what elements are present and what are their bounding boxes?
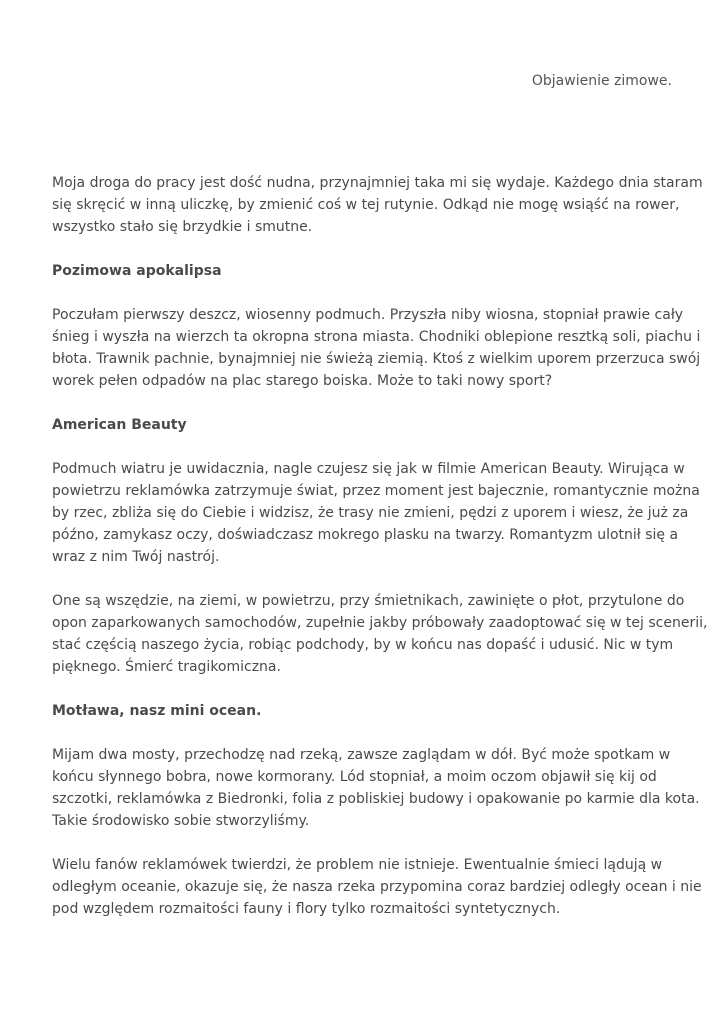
paragraph-apokalipsa <box>52 304 701 392</box>
paragraph-line: się skręcić w inną uliczkę, by zmienić coś w tej rutynie. Odkąd nie mogę wsiąść na rower, <box>52 197 680 213</box>
paragraph-line: szczotki, reklamówka z Biedronki, folia z pobliskiej budowy i opakowanie po karmie dla kota. <box>52 791 700 807</box>
paragraph-line: pięknego. Śmierć tragikomiczna. <box>52 659 281 675</box>
paragraph-line: One są wszędzie, na ziemi, w powietrzu, przy śmietnikach, zawinięte o płot, przytulone do <box>52 593 685 609</box>
paragraph-line: Podmuch wiatru je uwidacznia, nagle czujesz się jak w filmie American Beauty. Wirująca w <box>52 461 685 477</box>
paragraph-line: Poczułam pierwszy deszcz, wiosenny podmuch. Przyszła niby wiosna, stopniał prawie cały <box>52 307 684 323</box>
paragraph-line: by rzec, zbliża się do Ciebie i widzisz, że trasy nie zmieni, pędzi z uporem i wiesz, że już za <box>52 505 689 521</box>
paragraph-line: opon zaparkowanych samochodów, zupełnie jakby próbowały zaadoptować się w tej scenerii, <box>52 615 708 631</box>
section-heading-motlawa: Motława, nasz mini ocean. <box>52 703 262 719</box>
section-heading-pozimowa-apokalipsa: Pozimowa apokalipsa <box>52 263 222 279</box>
paragraph-mijam-dwa-mosty <box>52 744 700 832</box>
paragraph-line: pod względem rozmaitości fauny i flory tylko rozmaitości syntetycznych. <box>52 901 561 917</box>
paragraph-one-sa-wszedzie <box>52 590 708 678</box>
paragraph-line: późno, zamykasz oczy, doświadczasz mokrego plasku na twarzy. Romantyzm ulotnił się a <box>52 527 679 543</box>
paragraph-line: błota. Trawnik pachnie, bynajmniej nie świeżą ziemią. Ktoś z wielkim uporem przerzuca swój <box>52 351 701 367</box>
paragraph-american-beauty <box>52 458 700 568</box>
paragraph-line: odległym oceanie, okazuje się, że nasza rzeka przypomina coraz bardziej odległy ocean i nie <box>52 879 702 895</box>
paragraph-wielu-fanow <box>52 854 702 920</box>
paragraph-line: stać częścią naszego życia, robiąc podchody, by w końcu nas dopaść i udusić. Nic w tym <box>52 637 674 653</box>
paragraph-line: Moja droga do pracy jest dość nudna, przynajmniej taka mi się wydaje. Każdego dnia staram <box>52 175 703 191</box>
section-heading-american-beauty: American Beauty <box>52 417 187 433</box>
paragraph-line: wraz z nim Twój nastrój. <box>52 549 220 565</box>
paragraph-line: końcu słynnego bobra, nowe kormorany. Lód stopniał, a moim oczom objawił się kij od <box>52 769 657 785</box>
paragraph-line: Wielu fanów reklamówek twierdzi, że problem nie istnieje. Ewentualnie śmieci lądują w <box>52 857 663 873</box>
paragraph-line: Mijam dwa mosty, przechodzę nad rzeką, zawsze zaglądam w dół. Być może spotkam w <box>52 747 671 763</box>
paragraph-line: wszystko stało się brzydkie i smutne. <box>52 219 313 235</box>
paragraph-line: śnieg i wyszła na wierzch ta okropna strona miasta. Chodniki oblepione resztką soli, piachu i <box>52 329 701 345</box>
article-body <box>52 172 708 942</box>
paragraph-line: Takie środowisko sobie stworzyliśmy. <box>52 813 310 829</box>
paragraph-line: worek pełen odpadów na plac starego boiska. Może to taki nowy sport? <box>52 373 553 389</box>
paragraph-intro <box>52 172 703 238</box>
document-title: Objawienie zimowe. <box>531 73 672 89</box>
paragraph-line: powietrzu reklamówka zatrzymuje świat, przez moment jest bajecznie, romantycznie można <box>52 483 700 499</box>
